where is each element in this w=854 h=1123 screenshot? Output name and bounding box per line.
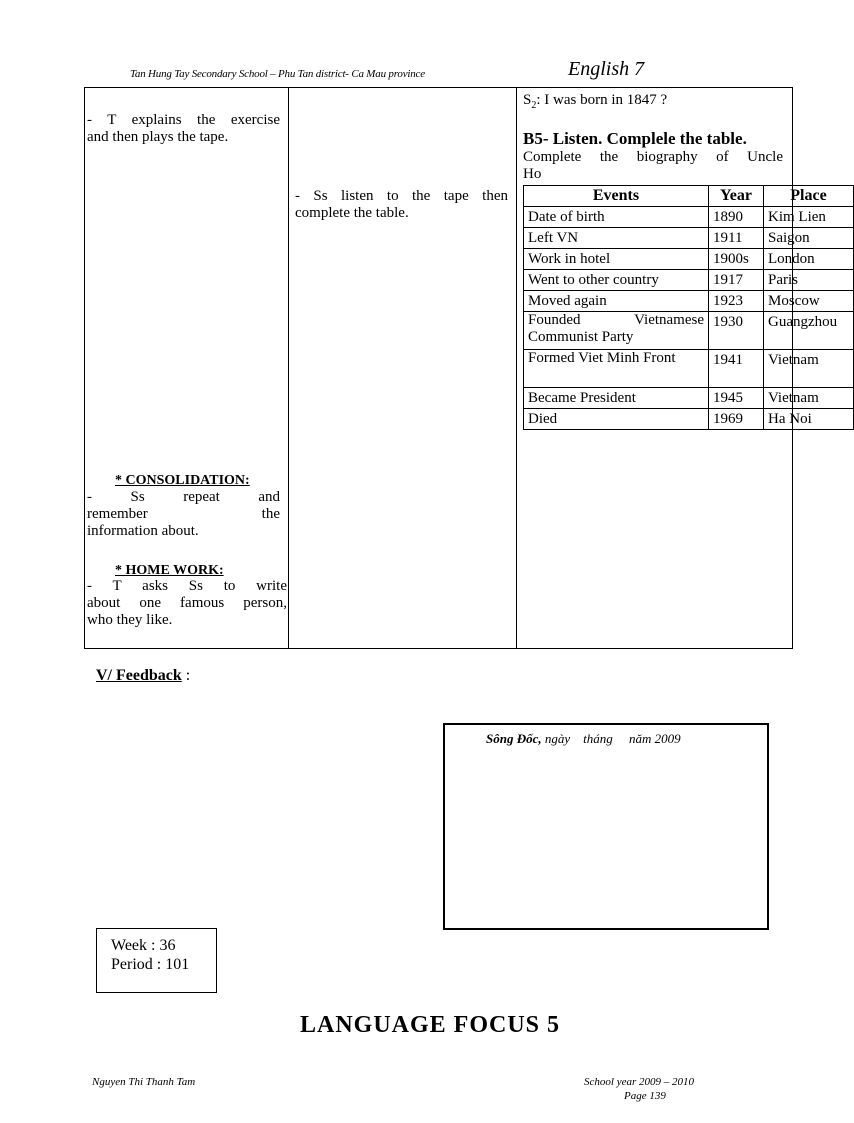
table-row <box>524 270 854 291</box>
header-place: Place <box>764 186 854 207</box>
year-cell: 1890 <box>709 207 764 228</box>
place-cell: Guangzhou <box>764 312 854 350</box>
place-cell: Vietnam <box>764 388 854 409</box>
event-cell: Left VN <box>524 228 709 249</box>
year-cell: 1923 <box>709 291 764 312</box>
subject-header: English 7 <box>568 58 645 80</box>
year-cell: 1941 <box>709 350 764 388</box>
event-cell: Founded Vietnamese Communist Party <box>524 312 709 350</box>
header-year: Year <box>709 186 764 207</box>
week-label: Week : 36 <box>111 937 176 954</box>
table-row <box>524 312 854 350</box>
table-row <box>524 388 854 409</box>
place-cell: Saigon <box>764 228 854 249</box>
place-cell: Ha Noi <box>764 409 854 430</box>
consolidation-text: - Ss repeat and <box>87 489 280 505</box>
footer-school-year: School year 2009 – 2010 <box>584 1076 694 1088</box>
column-divider <box>288 87 289 649</box>
event-cell: Moved again <box>524 291 709 312</box>
consolidation-text: remember the <box>87 506 280 522</box>
table-row <box>524 207 854 228</box>
event-cell: Formed Viet Minh Front <box>524 350 709 388</box>
event-cell: Died <box>524 409 709 430</box>
place-cell: Paris <box>764 270 854 291</box>
place-cell: Kim Lien <box>764 207 854 228</box>
place-cell: Moscow <box>764 291 854 312</box>
year-cell: 1945 <box>709 388 764 409</box>
exercise-instruction: Complete the biography of Uncle <box>523 149 783 165</box>
exercise-title: B5- Listen. Complele the table. <box>523 129 747 148</box>
event-cell: Became President <box>524 388 709 409</box>
student-activity-line: complete the table. <box>295 205 409 221</box>
year-cell: 1900s <box>709 249 764 270</box>
teacher-activity-line: and then plays the tape. <box>87 129 229 145</box>
table-row <box>524 249 854 270</box>
consolidation-text: information about. <box>87 523 199 539</box>
biography-table <box>523 185 838 430</box>
next-lesson-title: LANGUAGE FOCUS 5 <box>300 1012 561 1038</box>
year-cell: 1917 <box>709 270 764 291</box>
period-label: Period : 101 <box>111 956 190 973</box>
signature-date: Sông Đốc, ngày tháng năm 2009 <box>486 731 681 746</box>
feedback-heading: V/ Feedback : <box>96 667 191 684</box>
homework-text: about one famous person, <box>87 595 287 611</box>
teacher-activity-line: - T explains the exercise <box>87 112 280 128</box>
student-activity-line: - Ss listen to the tape then <box>295 188 508 204</box>
year-cell: 1969 <box>709 409 764 430</box>
table-row <box>524 228 854 249</box>
year-cell: 1930 <box>709 312 764 350</box>
exercise-instruction: Ho <box>523 166 542 182</box>
event-cell: Went to other country <box>524 270 709 291</box>
footer-page: Page 139 <box>624 1090 666 1102</box>
table-row <box>524 409 854 430</box>
homework-text: who they like. <box>87 612 173 628</box>
year-cell: 1911 <box>709 228 764 249</box>
student-answer: $S_2$: I was born in 1847 ? <box>523 92 668 111</box>
table-row <box>524 291 854 312</box>
event-cell: Date of birth <box>524 207 709 228</box>
event-cell: Work in hotel <box>524 249 709 270</box>
column-divider <box>516 87 517 649</box>
homework-label: * HOME WORK: <box>115 563 224 578</box>
consolidation-label: * CONSOLIDATION: <box>115 473 250 488</box>
place-cell: Vietnam <box>764 350 854 388</box>
homework-text: - T asks Ss to write <box>87 578 287 594</box>
signature-box <box>443 723 769 930</box>
table-row <box>524 350 854 388</box>
place-cell: London <box>764 249 854 270</box>
footer-author: Nguyen Thi Thanh Tam <box>92 1076 196 1088</box>
header-events: Events <box>524 186 709 207</box>
week-period-box <box>96 928 217 993</box>
school-header: Tan Hung Tay Secondary School – Phu Tan district- Ca Mau province <box>130 68 425 80</box>
